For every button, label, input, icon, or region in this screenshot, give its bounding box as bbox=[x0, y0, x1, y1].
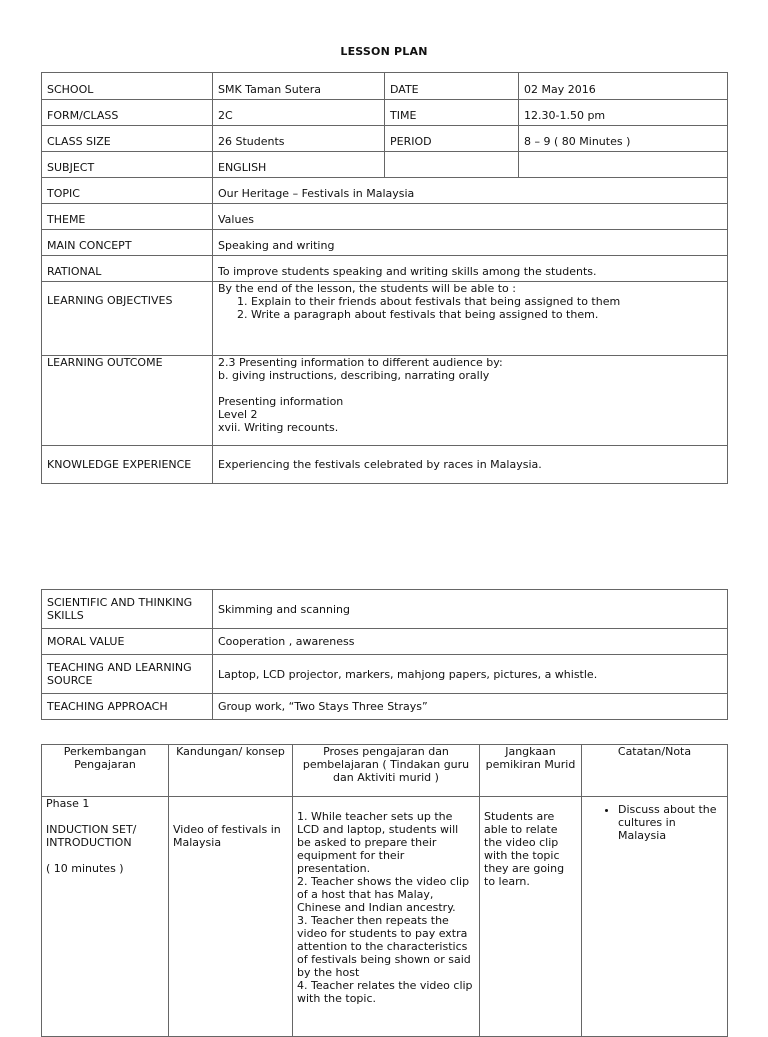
skills-row bbox=[42, 655, 728, 694]
skills-row bbox=[42, 629, 728, 655]
outcome-line: 2.3 Presenting information to different audience by: bbox=[218, 356, 503, 369]
stage-line bbox=[46, 810, 164, 823]
outcome-row bbox=[42, 356, 728, 446]
phase-stage bbox=[42, 797, 169, 1037]
stage-line: ( 10 minutes ) bbox=[46, 862, 124, 875]
info-label bbox=[385, 152, 519, 178]
objectives-list bbox=[218, 295, 722, 321]
plan-header: Kandungan/ konsep bbox=[169, 745, 293, 797]
plan-header: Catatan/Nota bbox=[582, 745, 728, 797]
outcome-line: b. giving instructions, describing, narrating orally bbox=[218, 369, 490, 382]
info-value: 26 Students bbox=[213, 126, 385, 152]
lesson-info-table bbox=[41, 72, 728, 484]
skills-label: TEACHING APPROACH bbox=[42, 694, 213, 720]
info-label: CLASS SIZE bbox=[42, 126, 213, 152]
detail-label: THEME bbox=[42, 204, 213, 230]
outcome-label: LEARNING OUTCOME bbox=[42, 356, 213, 446]
objective-item: 1. Explain to their friends about festivals that being assigned to them bbox=[251, 295, 722, 308]
teaching-plan-table bbox=[41, 744, 728, 1037]
outcome-line: Level 2 bbox=[218, 408, 258, 421]
plan-header: Proses pengajaran dan pembelajaran ( Tindakan guru dan Aktiviti murid ) bbox=[293, 745, 480, 797]
stage-line: Phase 1 bbox=[46, 797, 90, 810]
info-label: SCHOOL bbox=[42, 73, 213, 100]
phase-process bbox=[293, 797, 480, 1037]
skills-label: TEACHING AND LEARNING SOURCE bbox=[42, 655, 213, 694]
detail-label: RATIONAL bbox=[42, 256, 213, 282]
info-label: SUBJECT bbox=[42, 152, 213, 178]
info-value: SMK Taman Sutera bbox=[213, 73, 385, 100]
detail-value: Speaking and writing bbox=[213, 230, 728, 256]
stage-line: INDUCTION SET/ INTRODUCTION bbox=[46, 823, 137, 849]
outcome-line: Presenting information bbox=[218, 395, 344, 408]
info-row bbox=[42, 100, 728, 126]
outcome-cell bbox=[213, 356, 728, 446]
info-value: 02 May 2016 bbox=[519, 73, 728, 100]
note-item: • Discuss about the cultures in Malaysia bbox=[618, 803, 723, 842]
skills-label: SCIENTIFIC AND THINKING SKILLS bbox=[42, 590, 213, 629]
skills-value: Group work, “Two Stays Three Strays” bbox=[213, 694, 728, 720]
detail-label: MAIN CONCEPT bbox=[42, 230, 213, 256]
outcome-line bbox=[218, 382, 722, 395]
objectives-label: LEARNING OBJECTIVES bbox=[42, 282, 213, 356]
skills-value: Cooperation , awareness bbox=[213, 629, 728, 655]
skills-label: MORAL VALUE bbox=[42, 629, 213, 655]
detail-row bbox=[42, 204, 728, 230]
phase-notes bbox=[582, 797, 728, 1037]
objective-item: 2. Write a paragraph about festivals that being assigned to them. bbox=[251, 308, 722, 321]
page-title: LESSON PLAN bbox=[340, 45, 428, 58]
phase-expectation: Students are able to relate the video clip with the topic they are going to learn. bbox=[480, 797, 582, 1037]
process-step: 3. Teacher then repeats the video for students to pay extra attention to the characteristics of festivals being shown or said by the host bbox=[297, 914, 471, 979]
objectives-cell bbox=[213, 282, 728, 356]
info-row bbox=[42, 73, 728, 100]
info-label: TIME bbox=[385, 100, 519, 126]
plan-header: Perkembangan Pengajaran bbox=[42, 745, 169, 797]
skills-row bbox=[42, 694, 728, 720]
info-label: DATE bbox=[385, 73, 519, 100]
info-row bbox=[42, 152, 728, 178]
knowledge-value: Experiencing the festivals celebrated by races in Malaysia. bbox=[213, 446, 728, 484]
objectives-intro: By the end of the lesson, the students will be able to : bbox=[218, 282, 516, 295]
knowledge-row bbox=[42, 446, 728, 484]
plan-header: Jangkaan pemikiran Murid bbox=[480, 745, 582, 797]
info-label: FORM/CLASS bbox=[42, 100, 213, 126]
detail-label: TOPIC bbox=[42, 178, 213, 204]
detail-row bbox=[42, 230, 728, 256]
phase-content: Video of festivals in Malaysia bbox=[169, 797, 293, 1037]
detail-row bbox=[42, 256, 728, 282]
info-value: 8 – 9 ( 80 Minutes ) bbox=[519, 126, 728, 152]
detail-value: Our Heritage – Festivals in Malaysia bbox=[213, 178, 728, 204]
detail-value: Values bbox=[213, 204, 728, 230]
objectives-row bbox=[42, 282, 728, 356]
info-label: PERIOD bbox=[385, 126, 519, 152]
info-value: ENGLISH bbox=[213, 152, 385, 178]
knowledge-label: KNOWLEDGE EXPERIENCE bbox=[42, 446, 213, 484]
detail-value: To improve students speaking and writing skills among the students. bbox=[213, 256, 728, 282]
info-value: 2C bbox=[213, 100, 385, 126]
info-value bbox=[519, 152, 728, 178]
process-step: 1. While teacher sets up the LCD and laptop, students will be asked to prepare their equipment for their presentation. bbox=[297, 810, 459, 875]
notes-list bbox=[586, 803, 723, 842]
info-value: 12.30-1.50 pm bbox=[519, 100, 728, 126]
process-step: 4. Teacher relates the video clip with the topic. bbox=[297, 979, 473, 1005]
phase-row bbox=[42, 797, 728, 1037]
detail-row bbox=[42, 178, 728, 204]
outcome-line: xvii. Writing recounts. bbox=[218, 421, 339, 434]
skills-value: Laptop, LCD projector, markers, mahjong papers, pictures, a whistle. bbox=[213, 655, 728, 694]
plan-header-row bbox=[42, 745, 728, 797]
stage-line bbox=[46, 849, 164, 862]
skills-row bbox=[42, 590, 728, 629]
info-row bbox=[42, 126, 728, 152]
process-step: 2. Teacher shows the video clip of a host that has Malay, Chinese and Indian ancestry. bbox=[297, 875, 470, 914]
skills-value: Skimming and scanning bbox=[213, 590, 728, 629]
skills-table bbox=[41, 589, 728, 720]
